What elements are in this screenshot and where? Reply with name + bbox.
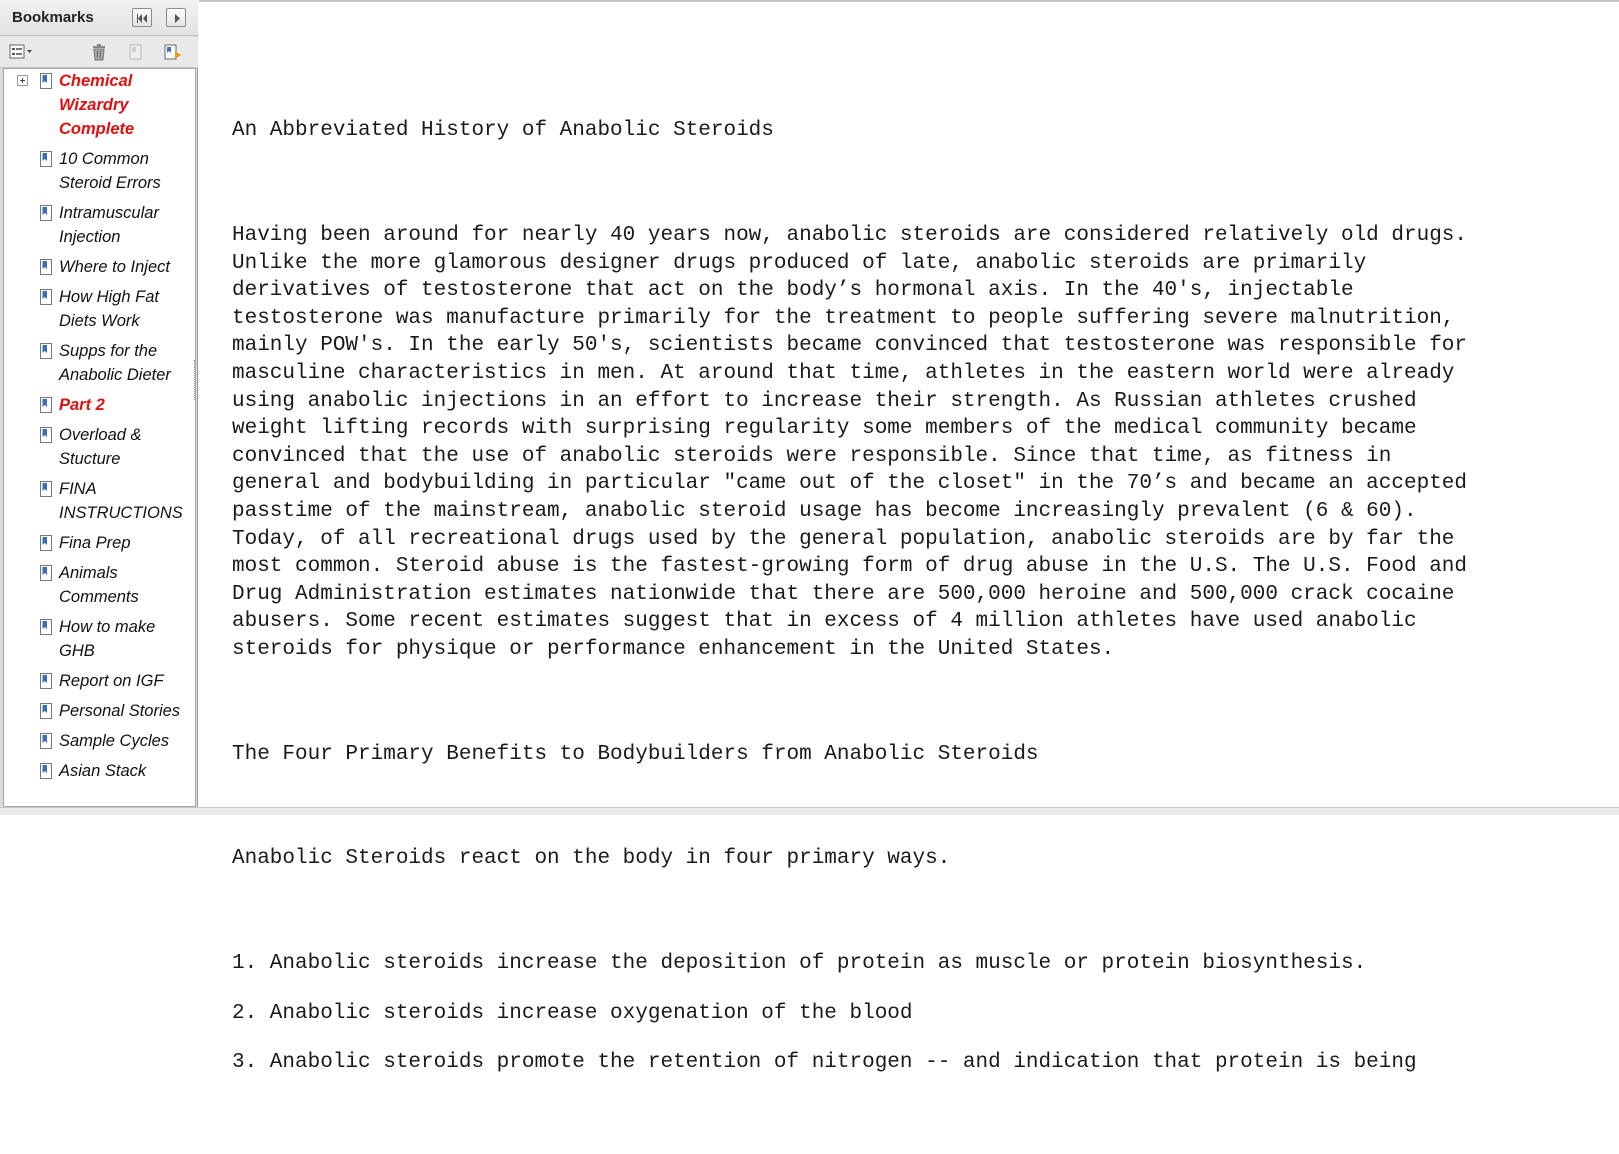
bookmark-item[interactable] <box>4 259 182 283</box>
bookmark-label <box>59 669 183 693</box>
bookmark-label-line: Animals <box>59 564 118 582</box>
bookmark-icon <box>40 427 54 444</box>
paragraph-line: Having been around for nearly 40 years now, anabolic steroids are considered relatively old drugs. <box>232 223 1468 247</box>
paragraph-line: mainly POW's. In the early 50's, scientists became convinced that testosterone was responsible for <box>232 334 1468 358</box>
bookmark-label-line: Part 2 <box>59 396 105 414</box>
bookmark-icon <box>40 289 54 306</box>
bookmark-icon <box>40 565 54 582</box>
new-bookmark-icon <box>127 43 145 61</box>
bookmark-label-line: Complete <box>59 120 135 138</box>
paragraph-line: weight lifting records with surprising regularity some members of the medical community became <box>232 417 1417 441</box>
bookmark-item[interactable] <box>4 733 182 757</box>
status-strip <box>0 807 1619 815</box>
bookmark-item[interactable] <box>4 205 182 253</box>
document-view[interactable] <box>199 0 1619 1075</box>
expand-current-bookmark-button[interactable] <box>163 43 183 61</box>
bookmark-label <box>59 201 183 249</box>
bookmark-label-line: Diets Work <box>59 312 140 330</box>
bookmark-label <box>59 759 183 783</box>
expand-toggle-icon[interactable] <box>17 75 28 86</box>
bookmark-label <box>59 699 183 723</box>
bookmark-label-line: Anabolic Dieter <box>59 366 171 384</box>
section-heading: The Four Primary Benefits to Bodybuilders from Anabolic Steroids <box>232 742 1039 766</box>
bookmark-icon <box>40 397 54 414</box>
paragraph-line: steroids for physique or performance enhancement in the United States. <box>232 637 1115 661</box>
bookmark-item[interactable] <box>4 703 182 727</box>
expand-current-bookmark-icon <box>163 43 183 61</box>
bookmark-label <box>59 285 183 333</box>
paragraph-line: derivatives of testosterone that act on the body’s hormonal axis. In the 40's, injectable <box>232 279 1354 303</box>
bookmark-label-line: INSTRUCTIONS <box>59 504 183 522</box>
benefit-list-item: 1. Anabolic steroids increase the deposition of protein as muscle or protein biosynthesis. <box>232 952 1367 976</box>
bookmark-label <box>59 69 183 141</box>
benefit-list-item: 3. Anabolic steroids promote the retention of nitrogen -- and indication that protein is being <box>232 1051 1417 1075</box>
bookmark-icon <box>40 673 54 690</box>
paragraph-line: Drug Administration estimates nationwide that there are 500,000 heroine and 500,000 crack cocaine <box>232 582 1455 606</box>
bookmark-label-line: Asian Stack <box>59 762 147 780</box>
bookmark-item[interactable] <box>4 673 182 697</box>
chevron-right-icon <box>167 9 187 28</box>
bookmark-label-line: How to make <box>59 618 156 636</box>
new-bookmark-button[interactable] <box>127 43 145 61</box>
bookmark-item[interactable] <box>4 73 182 145</box>
bookmark-item[interactable] <box>4 151 182 199</box>
bookmark-label <box>59 477 183 525</box>
paragraph-line: testosterone was manufacture primarily for the treatment to people suffering severe malnutrition, <box>232 306 1455 330</box>
bookmark-label-line: Report on IGF <box>59 672 164 690</box>
benefits-list <box>232 950 1612 1077</box>
bookmark-icon <box>40 763 54 780</box>
bookmark-icon <box>40 151 54 168</box>
bookmark-icon <box>40 481 54 498</box>
bookmark-label-line: Wizardry <box>59 96 129 114</box>
bookmark-label <box>59 531 183 555</box>
bookmark-label <box>59 393 183 417</box>
bookmark-label-line: Intramuscular <box>59 204 159 222</box>
bookmark-label <box>59 147 183 195</box>
bookmark-label-line: Overload & <box>59 426 142 444</box>
bookmark-label-line: Personal Stories <box>59 702 181 720</box>
bookmark-icon <box>40 259 54 276</box>
bookmark-label <box>59 423 183 471</box>
bookmark-label-line: Injection <box>59 228 121 246</box>
bookmark-label <box>59 615 183 663</box>
bookmark-item[interactable] <box>4 289 182 337</box>
bookmark-label-line: FINA <box>59 480 97 498</box>
bookmarks-toolbar <box>0 37 198 68</box>
bookmarks-panel-title: Bookmarks <box>12 9 94 26</box>
bookmark-icon <box>40 703 54 720</box>
bookmark-label <box>59 339 183 387</box>
paragraph-line: abusers. Some recent estimates suggest that in excess of 4 million athletes have used anabolic <box>232 610 1417 634</box>
benefit-list-item: 2. Anabolic steroids increase oxygenation of the blood <box>232 1001 913 1025</box>
bookmark-label-line: Comments <box>59 588 139 606</box>
bookmark-item[interactable] <box>4 343 182 391</box>
bookmark-item[interactable] <box>4 619 182 667</box>
bookmarks-panel-header <box>0 0 198 36</box>
bookmark-label <box>59 561 183 609</box>
bookmark-icon <box>40 619 54 636</box>
bookmark-label-line: Steroid Errors <box>59 174 161 192</box>
paragraph-line: convinced that the use of anabolic steroids were responsible. Since that time, as fitness in <box>232 444 1392 468</box>
paragraph-line: using anabolic injections in an effort to increase their strength. As Russian athletes crushed <box>232 389 1417 413</box>
intro-paragraph: Anabolic Steroids react on the body in four primary ways. <box>232 847 951 871</box>
bookmark-item[interactable] <box>4 481 182 529</box>
bookmark-label-line: Supps for the <box>59 342 158 360</box>
bookmarks-panel <box>0 0 198 815</box>
bookmark-label-line: Stucture <box>59 450 121 468</box>
bookmark-label-line: Fina Prep <box>59 534 131 552</box>
panel-menu-button[interactable] <box>166 8 186 27</box>
delete-bookmark-button[interactable] <box>90 43 108 61</box>
bookmark-icon <box>40 535 54 552</box>
paragraph-line: passtime of the mainstream, anabolic steroid usage has become increasingly prevalent (6 & 60). <box>232 499 1417 523</box>
paragraph-line: most common. Steroid abuse is the fastest-growing form of drug abuse in the U.S. The U.S. Food and <box>232 555 1468 579</box>
bookmark-item[interactable] <box>4 565 182 613</box>
paragraph-line: general and bodybuilding in particular "came out of the closet" in the 70’s and became an accepted <box>232 472 1468 496</box>
paragraph-line: Unlike the more glamorous designer drugs produced of late, anabolic steroids are primarily <box>232 251 1367 275</box>
document-page <box>232 62 1612 1154</box>
bookmark-label <box>59 729 183 753</box>
bookmark-icon <box>40 205 54 222</box>
bookmark-icon <box>40 733 54 750</box>
bookmark-icon <box>40 73 54 90</box>
bookmarks-tree <box>3 68 196 807</box>
bookmark-label <box>59 255 183 279</box>
options-menu-icon <box>9 43 35 61</box>
trash-icon <box>90 43 108 61</box>
collapse-panel-button[interactable] <box>132 8 152 27</box>
bookmark-item[interactable] <box>4 763 182 787</box>
bookmark-item[interactable] <box>4 397 182 421</box>
paragraph-line: masculine characteristics in men. At around that time, athletes in the eastern world were already <box>232 361 1455 385</box>
bookmark-item[interactable] <box>4 427 182 475</box>
bookmark-icon <box>40 343 54 360</box>
bookmark-label-line: GHB <box>59 642 95 660</box>
bookmark-label-line: Sample Cycles <box>59 732 170 750</box>
paragraph-line: Today, of all recreational drugs used by the general population, anabolic steroids are by far the <box>232 527 1455 551</box>
bookmark-item[interactable] <box>4 535 182 559</box>
history-paragraph <box>232 222 1612 664</box>
bookmark-label-line: Chemical <box>59 72 133 90</box>
section-heading: An Abbreviated History of Anabolic Steroids <box>232 119 774 143</box>
panel-resize-grip[interactable] <box>194 360 197 400</box>
double-chevron-left-icon <box>133 9 153 28</box>
bookmark-label-line: Where to Inject <box>59 258 170 276</box>
bookmark-label-line: 10 Common <box>59 150 149 168</box>
bookmark-label-line: How High Fat <box>59 288 159 306</box>
options-menu-button[interactable] <box>9 43 35 61</box>
